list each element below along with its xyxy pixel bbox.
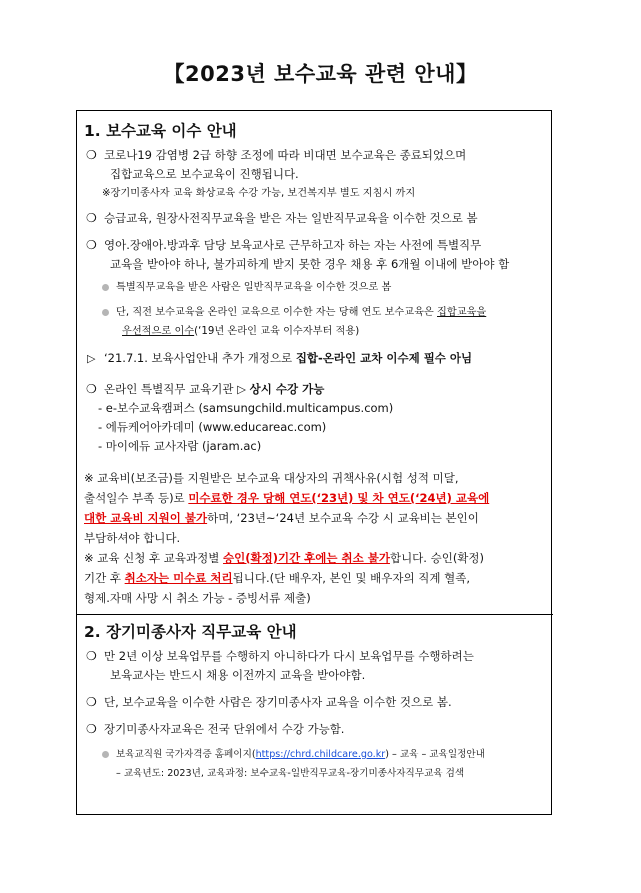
gray-dot-icon [102, 751, 109, 758]
s1-cancel-note: ※ 교육 신청 후 교육과정별 승인(확정)기간 후에는 취소 불가합니다. 승인(확정) 기간 후 취소자는 미수료 처리됩니다.(단 배우자, 본인 및 배우자의 직계 혈족, 형제.자매 사망 시 취소 가능 - 증빙서류 제출) [84, 551, 485, 605]
circle-bullet-icon: ❍ [86, 238, 97, 252]
page-title: 【2023년 보수교육 관련 안내】 [163, 62, 478, 86]
s2-bullet: 보육교직원 국가자격증 홈페이지(https://chrd.childcare.go.kr) – 교육 – 교육일정안내 – 교육년도: 2023년, 교육과정: 보수교육-일반직무교육-장기미종사자직무교육 검색 [84, 745, 546, 783]
s1-item-2: ❍ 승급교육, 원장사전직무교육을 받은 자는 일반직무교육을 이수한 것으로 봄 [84, 209, 546, 228]
s2-item-2: ❍ 단, 보수교육을 이수한 사람은 장기미종사자 교육을 이수한 것으로 봄. [84, 693, 546, 712]
notice-content [84, 120, 546, 783]
gray-dot-icon [102, 309, 109, 316]
s1-item-3: ❍ 영아.장애아.방과후 담당 보육교사로 근무하고자 하는 자는 사전에 특별직무 교육을 받아야 하나, 불가피하게 받지 못한 경우 채용 후 6개월 이내에 받아야 함 [86, 238, 510, 271]
institution-1: - e-보수교육캠퍼스 (samsungchild.multicampus.com) [98, 401, 394, 415]
section-2-heading: 2. 장기미종사자 직무교육 안내 [84, 623, 297, 641]
circle-bullet-icon: ❍ [86, 148, 97, 162]
s1-triangle-note: ▷ ‘21.7.1. 보육사업안내 추가 개정으로 집합-온라인 교차 이수제 필수 아님 [84, 349, 546, 368]
circle-bullet-icon: ❍ [86, 211, 97, 225]
s2-item-3: ❍ 장기미종사자교육은 전국 단위에서 수강 가능함. [84, 720, 546, 739]
circle-bullet-icon: ❍ [86, 649, 97, 663]
s1-item-1-note: ※장기미종사자 교육 화상교육 수강 가능, 보건복지부 별도 지침시 까지 [102, 188, 416, 199]
s2-item-1: ❍ 만 2년 이상 보육업무를 수행하지 아니하다가 다시 보육업무를 수행하려는 보육교사는 반드시 채용 이전까지 교육을 받아야함. [86, 649, 474, 682]
notice-box [76, 110, 552, 815]
circle-bullet-icon: ❍ [86, 382, 97, 396]
s1-bullet-2: 단, 직전 보수교육을 온라인 교육으로 이수한 자는 당해 연도 보수교육은 집합교육을 우선적으로 이수(‘19년 온라인 교육 이수자부터 적용) [84, 303, 546, 341]
circle-bullet-icon: ❍ [86, 722, 97, 736]
section-divider [77, 614, 553, 615]
institution-2: - 에듀케어아카데미 (www.educareac.com) [98, 420, 327, 434]
s1-bullet-1: 특별직무교육을 받은 사람은 일반직무교육을 이수한 것으로 봄 [84, 278, 546, 297]
section-1-heading: 1. 보수교육 이수 안내 [84, 122, 237, 140]
gray-dot-icon [102, 284, 109, 291]
s1-fee-note: ※ 교육비(보조금)를 지원받은 보수교육 대상자의 귀책사유(시험 성적 미달, 출석일수 부족 등)로 미수료한 경우 당해 연도(‘23년) 및 차 연도(‘24년) 교육에 대한 교육비 지원이 불가하며, ‘23년~‘24년 보수교육 수강 시 교육비는 본인이 부담하셔야 합니다. [84, 471, 490, 545]
s1-item-1: ❍ 코로나19 감염병 2급 하향 조정에 따라 비대면 보수교육은 종료되었으며 집합교육으로 보수교육이 진행됩니다. [86, 148, 467, 181]
institution-3: - 마이에듀 교사자람 (jaram.ac) [98, 439, 262, 453]
chrd-link[interactable]: https://chrd.childcare.go.kr [255, 749, 386, 760]
circle-bullet-icon: ❍ [86, 695, 97, 709]
triangle-right-icon: ▷ [87, 352, 96, 365]
s1-online-institutions: ❍ 온라인 특별직무 교육기관 ▷ 상시 수강 가능 [84, 380, 546, 399]
